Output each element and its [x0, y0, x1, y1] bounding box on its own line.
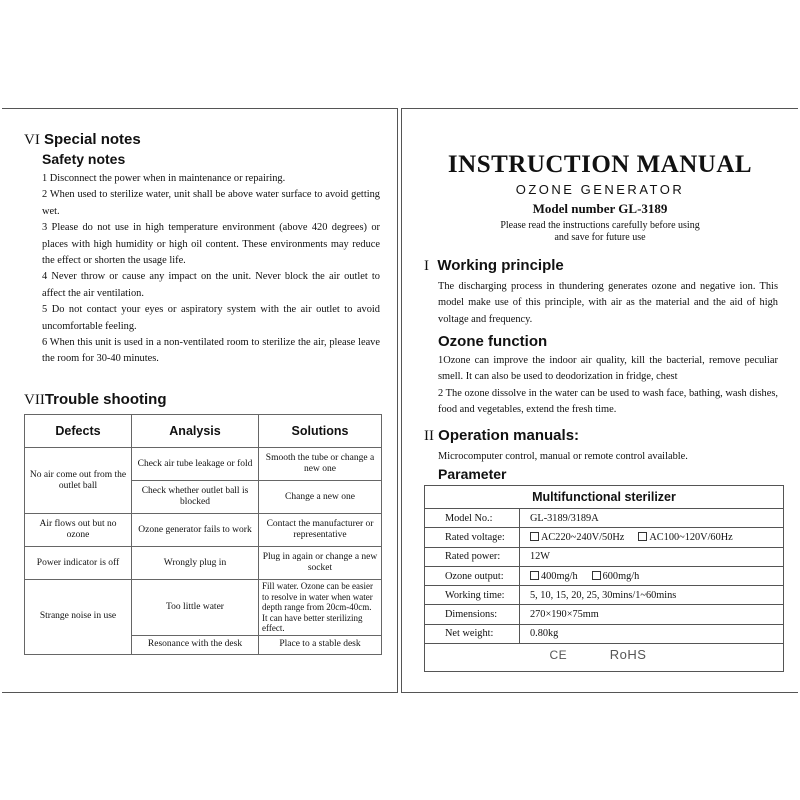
ozone-option — [592, 571, 640, 582]
left-page — [2, 108, 398, 693]
operation-manuals-heading — [424, 427, 579, 445]
param-value — [520, 528, 784, 547]
solution-cell: Change a new one — [259, 481, 382, 514]
working-principle-heading — [424, 257, 564, 275]
rohs-mark-icon: RoHS — [609, 646, 647, 662]
checkbox-icon — [638, 532, 647, 541]
option-label: AC220~240V/50Hz — [541, 531, 625, 543]
param-label: Ozone output: — [425, 566, 520, 585]
usage-note-line: Please read the instructions carefully before using — [500, 220, 700, 231]
solution-cell: Place to a stable desk — [259, 635, 382, 654]
section-numeral: VI — [24, 132, 40, 148]
param-label: Model No.: — [425, 509, 520, 528]
ozone-function-text — [438, 353, 778, 419]
table-row — [425, 509, 783, 528]
safety-note: 2 When used to sterilize water, unit shall be above water surface to avoid getting wet. — [42, 189, 380, 217]
section-numeral: I — [424, 258, 429, 274]
device-name: OZONE GENERATOR — [515, 182, 685, 197]
ozone-function-line: 2 The ozone dissolve in the water can be used to wash face, bathing, wash dishes, food and vegetables, extend the fresh time. — [438, 387, 778, 416]
voltage-option — [530, 532, 624, 543]
usage-note-line: and save for future use — [554, 232, 646, 243]
analysis-cell: Resonance with the desk — [132, 635, 259, 654]
parameter-table — [424, 485, 784, 672]
option-label: 400mg/h — [541, 570, 578, 582]
table-row — [25, 448, 382, 481]
usage-note — [402, 220, 798, 244]
checkbox-icon — [592, 571, 601, 580]
trouble-shooting-heading — [24, 391, 166, 409]
ce-mark-icon: CE — [549, 647, 568, 662]
table-row — [425, 586, 783, 605]
section-numeral: II — [424, 428, 434, 444]
safety-note: 1 Disconnect the power when in maintenance or repairing. — [42, 173, 286, 184]
column-header: Defects — [25, 415, 132, 448]
param-label: Working time: — [425, 586, 520, 605]
param-value: GL-3189/3189A — [530, 512, 599, 524]
solution-cell: Contact the manufacturer or representative — [259, 514, 382, 547]
model-number: Model number GL-3189 — [532, 201, 668, 216]
trouble-shooting-table — [24, 414, 382, 655]
param-value — [520, 566, 784, 585]
param-value: 0.80kg — [520, 624, 784, 643]
safety-notes-subtitle: Safety notes — [42, 151, 126, 167]
analysis-cell: Ozone generator fails to work — [132, 514, 259, 547]
parameter-table-title: Multifunctional sterilizer — [425, 486, 783, 509]
param-value: 5, 10, 15, 20, 25, 30mins/1~60mins — [520, 586, 784, 605]
safety-note: 6 When this unit is used in a non-ventilated room to sterilize the air, please leave the room for 30-40 minutes. — [42, 337, 380, 365]
working-principle-text: The discharging process in thundering generates ozone and negative ion. This model make use of this principle, with air as the material and the aid of high voltage and frequency. — [438, 281, 778, 325]
param-label: Rated voltage: — [425, 528, 520, 547]
table-row — [25, 514, 382, 547]
defect-cell: No air come out from the outlet ball — [25, 448, 132, 514]
analysis-cell: Check whether outlet ball is blocked — [132, 481, 259, 514]
param-value: 12W — [520, 547, 784, 566]
column-header: Solutions — [259, 415, 382, 448]
param-label: Net weight: — [425, 624, 520, 643]
table-row — [425, 605, 783, 624]
defect-cell: Strange noise in use — [25, 580, 132, 655]
section-title: Special notes — [44, 131, 141, 148]
defect-cell: Air flows out but no ozone — [25, 514, 132, 547]
safety-note: 4 Never throw or cause any impact on the unit. Never block the air outlet to affect the air ventilation. — [42, 271, 380, 299]
table-row — [425, 528, 783, 547]
solution-cell: Fill water. Ozone can be easier to resolve in water when water depth range from 20cm-40cm. It can have better sterilizing effect. — [259, 580, 382, 636]
solution-cell: Smooth the tube or change a new one — [259, 448, 382, 481]
param-label: Dimensions: — [425, 605, 520, 624]
analysis-cell: Too little water — [132, 580, 259, 636]
safety-note: 3 Please do not use in high temperature environment (above 420 degrees) or places with high humidity or high oil content. These environments may reduce the effect or shorten the usage life. — [42, 222, 380, 267]
checkbox-icon — [530, 532, 539, 541]
ozone-function-heading: Ozone function — [438, 333, 548, 350]
param-value: 270×190×75mm — [520, 605, 784, 624]
ozone-option — [530, 571, 578, 582]
solution-cell: Plug in again or change a new socket — [259, 547, 382, 580]
analysis-cell: Wrongly plug in — [132, 547, 259, 580]
option-label: AC100~120V/60Hz — [649, 531, 733, 543]
section-title: Operation manuals: — [438, 427, 580, 444]
section-title: Working principle — [437, 257, 564, 274]
manual-title: INSTRUCTION MANUAL — [447, 151, 753, 178]
operation-text: Microcomputer control, manual or remote control available. — [438, 451, 688, 462]
checkbox-icon — [530, 571, 539, 580]
safety-note: 5 Do not contact your eyes or aspiratory system with the air outlet to avoid uncomfortable feeling. — [42, 304, 380, 332]
table-row — [425, 566, 783, 585]
table-row — [25, 547, 382, 580]
table-header-row — [25, 415, 382, 448]
safety-notes-list — [42, 171, 380, 368]
section-numeral: VII — [24, 392, 45, 408]
right-page — [401, 108, 798, 693]
parameter-heading: Parameter — [438, 466, 507, 482]
certification-row — [425, 644, 783, 665]
table-row — [425, 624, 783, 643]
defect-cell: Power indicator is off — [25, 547, 132, 580]
table-row — [425, 547, 783, 566]
option-label: 600mg/h — [602, 570, 640, 582]
special-notes-heading — [24, 131, 141, 149]
voltage-option — [638, 532, 732, 543]
table-row — [25, 580, 382, 636]
section-title: Trouble shooting — [44, 391, 167, 408]
column-header: Analysis — [132, 415, 259, 448]
param-label: Rated power: — [425, 547, 520, 566]
ozone-function-line: 1Ozone can improve the indoor air quality, kill the bacterial, remove peculiar smell. It can also be used to deodorization in fridge, chest — [438, 355, 778, 383]
analysis-cell: Check air tube leakage or fold — [132, 448, 259, 481]
parameter-rows — [425, 509, 783, 664]
